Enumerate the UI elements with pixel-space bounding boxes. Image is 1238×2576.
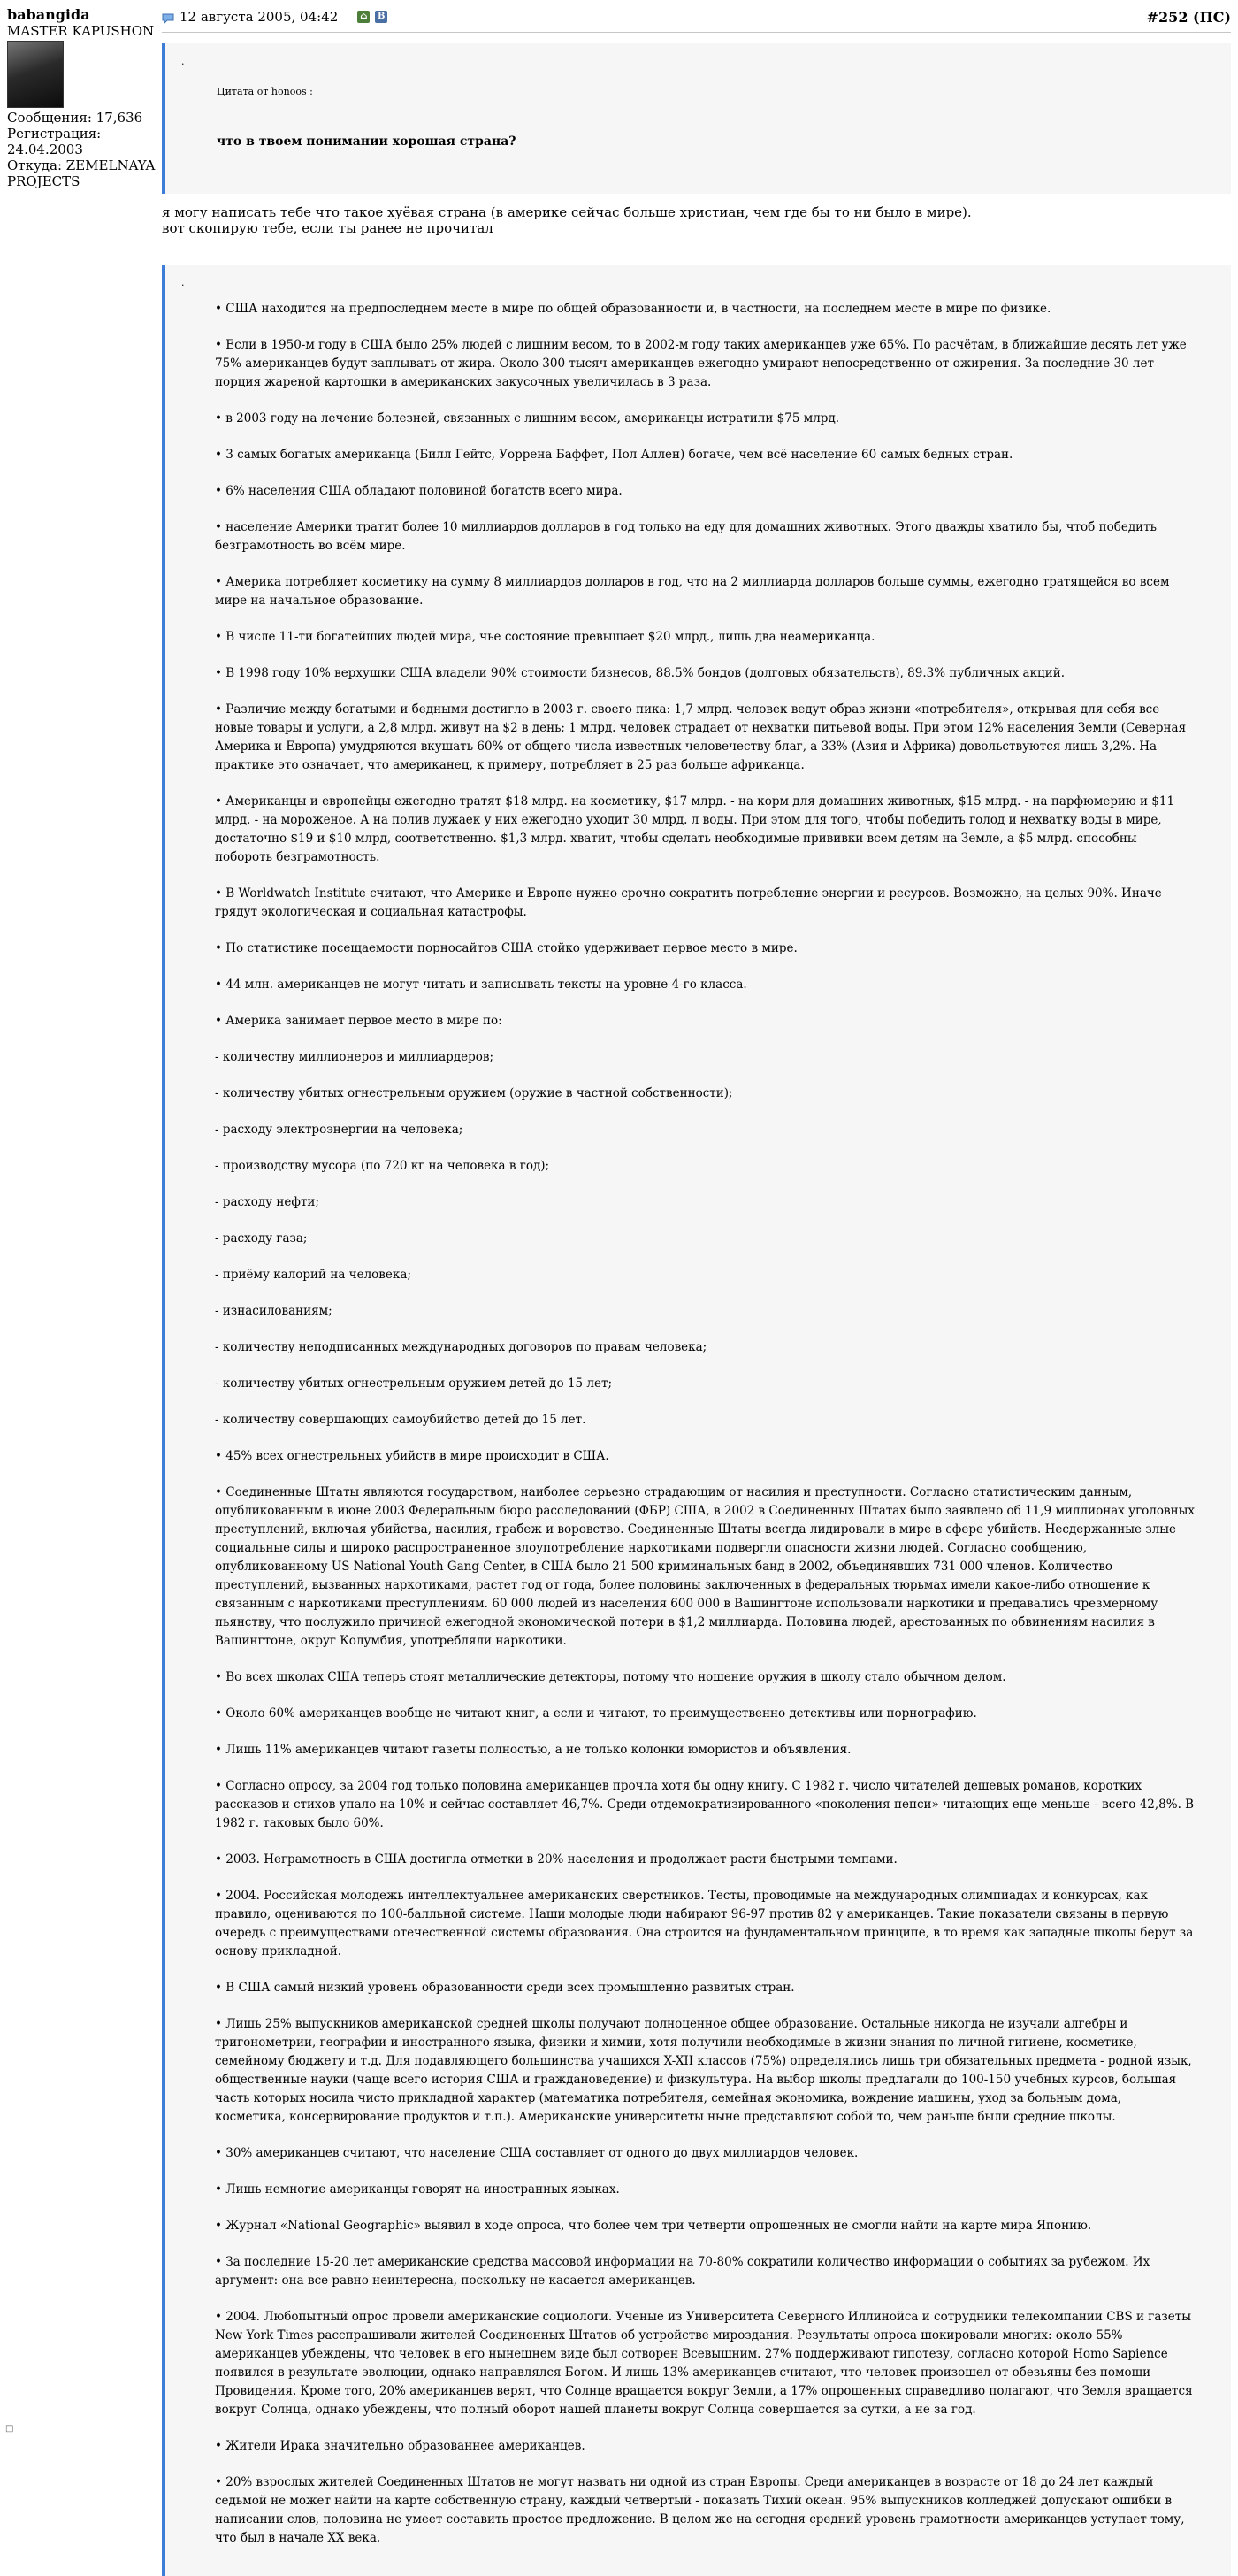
post bbox=[162, 0, 1231, 2576]
user-rank: MASTER KAPUSHON bbox=[7, 23, 155, 39]
list-item: • 30% американцев считают, что население США составляет от одного до двух миллиардов человек. bbox=[215, 2146, 859, 2160]
quote-label: Цитата от honoos : bbox=[217, 86, 313, 97]
list-item: • Согласно опросу, за 2004 год только половина американцев прочла хотя бы одну книгу. С 1982 г. число читателей дешевых романов, коротких рассказов и стихов упало на 10% и сейчас составляет 46,7%. Среди отдемократизированного «поколения пепси» читающих еще меньше - всего 42,8%. В 1982 г. таковых было 60%. bbox=[215, 1779, 1195, 1830]
post-header-icons bbox=[357, 11, 387, 23]
list-item: • Если в 1950-м году в США было 25% людей с лишним весом, то в 2002-м году таких американцев уже 65%. По расчётам, в ближайшие десять лет уже 75% американцев будут заплывать от жира. Около 300 тысяч американцев ежегодно умирают непосредственно от ожирения. За последние 30 лет порция жареной картошки в американских закусочных увеличилась в 3 раза. bbox=[215, 338, 1187, 389]
list-item: - количеству неподписанных международных договоров по правам человека; bbox=[215, 1340, 707, 1354]
user-posts-count: Сообщения: 17,636 bbox=[7, 110, 143, 126]
list-item: - количеству совершающих самоубийство детей до 15 лет. bbox=[215, 1413, 586, 1427]
quote-list bbox=[215, 300, 1196, 2548]
list-item: • Лишь 25% выпускников американской средней школы получают полноценное общее образование. Остальные никогда не изучали алгебры и тригонометрии, географии и иностранного языка, физики и химии, хотя получили необходимые в жизни знания по личной гигиене, косметике, семейному бюджету и т.д. Для подавляющего большинства учащихся X-XII классов (75%) определялись лишь три обязательных предмета - родной язык, общественные науки (чаще всего история США и граждановедение) и физкультура. На выбор школы предлагали до 100-150 учебных курсов, большая часть которых носила чисто прикладной характер (математика потребителя, семейная экономика, вождение машины, уход за больным дома, косметика, консервирование продуктов и т.п.). Американские университеты ныне представляют собой то, чем раньше были средние школы. bbox=[215, 2017, 1192, 2124]
list-item: • 45% всех огнестрельных убийств в мире происходит в США. bbox=[215, 1449, 609, 1463]
list-item: • Различие между богатыми и бедными достигло в 2003 г. своего пика: 1,7 млрд. человек ведут образ жизни «потребителя», открывая для себя все новые товары и услуги, а 2,8 млрд. живут на $2 в день; 1 млрд. человек страдает от нехватки питьевой воды. При этом 12% населения Земли (Северная Америка и Европа) умудряются вкушать 60% от общего числа известных человечеству благ, а 33% (Азия и Африка) довольствуются лишь 3,2%. На практике это означает, что американец, к примеру, потребляет в 25 раз больше африканца. bbox=[215, 702, 1187, 772]
reply-line: я могу написать тебе что такое хуёвая страна (в америке сейчас больше христиан, чем где бы то ни было в мире). bbox=[162, 204, 972, 220]
list-item: • Журнал «National Geographic» выявил в ходе опроса, что более чем три четверти опрошенных не смогли найти на карте мира Японию. bbox=[215, 2219, 1092, 2233]
list-item: • Лишь 11% американцев читают газеты полностью, а не только колонки юмористов и объявления. bbox=[215, 1743, 852, 1757]
reply-text bbox=[162, 204, 1231, 236]
list-item: - изнасилованиям; bbox=[215, 1304, 332, 1318]
list-item: • в 2003 году на лечение болезней, связанных с лишним весом, американцы истратили $75 млрд. bbox=[215, 411, 840, 426]
list-item: • Около 60% американцев вообще не читают книг, а если и читают, то преимущественно детективы или порнографию. bbox=[215, 1706, 977, 1721]
quote-text: что в твоем понимании хорошая страна? bbox=[217, 134, 516, 149]
list-item: - приёму калорий на человека; bbox=[215, 1268, 411, 1282]
list-item: - количеству убитых огнестрельным оружием (оружие в частной собственности); bbox=[215, 1086, 733, 1100]
list-item: • В Worldwatch Institute считают, что Америке и Европе нужно срочно сократить потребление энергии и ресурсов. Возможно, на целых 90%. Иначе грядут экологическая и социальная катастрофы. bbox=[215, 886, 1162, 919]
user-info bbox=[7, 7, 159, 189]
list-item: • 2004. Российская молодежь интеллектуальнее американских сверстников. Тесты, проводимые на международных олимпиадах и конкурсах, как правило, оцениваются по 100-балльной системе. Наши молодые люди набирают 96-97 против 82 у американцев. Такие показатели связаны в первую очередь с преимуществами отечественной системы образования. Она строится на фундаментальном принципе, в то время как западные школы берут за основу прикладной. bbox=[215, 1889, 1194, 1959]
reply-line: вот скопирую тебе, если ты ранее не прочитал bbox=[162, 220, 493, 236]
avatar[interactable] bbox=[7, 41, 64, 108]
list-item: • 3 самых богатых американца (Билл Гейтс, Уоррена Баффет, Пол Аллен) богаче, чем всё население 60 самых бедных стран. bbox=[215, 448, 1013, 462]
list-item: • Америка занимает первое место в мире по: bbox=[215, 1014, 502, 1028]
list-item: • В 1998 году 10% верхушки США владели 90% стоимости бизнесов, 88.5% бондов (долговых обязательств), 89.3% публичных акций. bbox=[215, 666, 1065, 680]
list-item: • Жители Ирака значительно образованнее американцев. bbox=[215, 2439, 585, 2453]
post-header bbox=[162, 0, 1231, 33]
list-item: • В США самый низкий уровень образованности среди всех промышленно развитых стран. bbox=[215, 1981, 795, 1995]
list-item: • В числе 11-ти богатейших людей мира, чье состояние превышает $20 млрд., лишь два неамериканца. bbox=[215, 630, 875, 644]
list-item: • 6% населения США обладают половиной богатств всего мира. bbox=[215, 484, 623, 498]
list-item: - расходу электроэнергии на человека; bbox=[215, 1123, 463, 1137]
post-datetime: 12 августа 2005, 04:42 bbox=[180, 9, 339, 25]
quote-dot: . bbox=[181, 56, 185, 67]
chat-icon bbox=[162, 12, 174, 22]
user-location: Откуда: ZEMELNAYA PROJECTS bbox=[7, 157, 156, 189]
username[interactable]: babangida bbox=[7, 6, 90, 23]
user-registration: Регистрация: 24.04.2003 bbox=[7, 126, 102, 157]
footer-mark: □ bbox=[5, 2424, 14, 2434]
list-item: - производству мусора (по 720 кг на человека в год); bbox=[215, 1159, 550, 1173]
list-item: - расходу газа; bbox=[215, 1231, 308, 1246]
list-item: • По статистике посещаемости порносайтов США стойко удерживает первое место в мире. bbox=[215, 941, 798, 955]
list-item: • Во всех школах США теперь стоят металлические детекторы, потому что ношение оружия в школу стало обычном делом. bbox=[215, 1670, 1006, 1684]
quote-dot: . bbox=[181, 277, 185, 288]
post-date-row bbox=[162, 9, 387, 25]
list-item: • 20% взрослых жителей Соединенных Штатов не могут назвать ни одной из стран Европы. Среди американцев в возрасте от 18 до 24 лет каждый седьмой не может найти на карте собственную страну, каждый четвертый - показать Тихий океан. 95% выпускников колледжей допускают ошибки в написании слов, половина не умеет составить простое предложение. В целом же на сегодня средний уровень грамотности американцев уступает тому, что был в начале XX века. bbox=[215, 2475, 1185, 2545]
list-item: • США находится на предпоследнем месте в мире по общей образованности и, в частности, на последнем месте в мире по физике. bbox=[215, 302, 1051, 316]
list-item: - расходу нефти; bbox=[215, 1195, 319, 1209]
list-item: • Соединенные Штаты являются государством, наиболее серьезно страдающим от насилия и преступности. Согласно статистическим данным, опубликованным в июне 2003 Федеральным бюро расследований (ФБР) США, в 2002 в Соединенных Штатах было заявлено об 11,9 миллионах уголовных преступлений, включая убийства, насилия, грабеж и воровство. Соединенные Штаты всегда лидировали в мире в сфере убийств. Несдержанные злые социальные силы и широко распространенное злоупотребление наркотиками подвергли опасности жизни людей. Согласно сообщению, опубликованному US National Youth Gang Center, в США было 21 500 криминальных банд в 2002, объединявших 731 000 членов. Количество преступлений, вызванных наркотиками, растет год от года, более половины заключенных в федеральных тюрьмах имели какое-либо отношение к связанным с наркотиками преступлениям. 60 000 людей из населения 600 000 в Вашингтоне использовали наркотики и предавались чрезмерному пьянству, что послужило причиной ежегодной экономической потери в $1,2 миллиарда. Половина людей, арестованных по обвинениям насилия в Вашингтоне, округ Колумбия, употребляли наркотики. bbox=[215, 1485, 1195, 1648]
long-quote-block bbox=[162, 264, 1231, 2576]
list-item: • население Америки тратит более 10 миллиардов долларов в год только на еду для домашних животных. Этого дважды хватило бы, чтоб победить безграмотность во всём мире. bbox=[215, 520, 1157, 553]
post-number[interactable]: #252 (ПС) bbox=[1146, 9, 1231, 26]
quote-block bbox=[162, 43, 1231, 194]
list-item: - количеству миллионеров и миллиардеров; bbox=[215, 1050, 494, 1064]
list-item: • 44 млн. американцев не могут читать и записывать тексты на уровне 4-го класса. bbox=[215, 978, 747, 992]
home-icon[interactable]: ⌂ bbox=[357, 11, 370, 23]
vk-icon[interactable]: B bbox=[375, 11, 387, 23]
list-item: • 2004. Любопытный опрос провели американские социологи. Ученые из Университета Северного Иллинойса и сотрудники телекомпании CBS и газеты New York Times расспрашивали жителей Соединенных Штатов об устройстве мироздания. Результаты опроса шокировали многих: около 55% американцев убеждены, что человек в его нынешнем виде был сотворен Всевышним. 27% поддерживают гипотезу, согласно которой Homo Sapience появился в результате эволюции, однако направлялся Богом. И лишь 13% американцев считают, что человек произошел от обезьяны без помощи Провидения. Кроме того, 20% американцев верят, что Солнце вращается вокруг Земли, а 17% опрошенных справедливо полагают, что Земля вращается вокруг Солнца, однако убеждены, что полный оборот нашей планеты вокруг Солнца совершается за сутки, а не за год. bbox=[215, 2310, 1193, 2417]
list-item: • Америка потребляет косметику на сумму 8 миллиардов долларов в год, что на 2 миллиарда долларов больше суммы, ежегодно тратящейся во всем мире на начальное образование. bbox=[215, 575, 1170, 608]
list-item: • Лишь немногие американцы говорят на иностранных языках. bbox=[215, 2182, 620, 2196]
list-item: • Американцы и европейцы ежегодно тратят $18 млрд. на косметику, $17 млрд. - на корм для домашних животных, $15 млрд. - на парфюмерию и $11 млрд. - на мороженое. А на полив лужаек у них ежегодно уходит 30 млрд. л воды. При этом для того, чтобы победить голод и нехватку воды в мире, достаточно $19 и $10 млрд, соответственно. $1,3 млрд. хватит, чтобы сделать необходимые прививки всем детям на Земле, а $5 млрд. способны побороть безграмотность. bbox=[215, 794, 1175, 864]
list-item: • За последние 15-20 лет американские средства массовой информации на 70-80% сократили количество информации о событиях за рубежом. Их аргумент: она все равно неинтересна, поскольку не касается американцев. bbox=[215, 2255, 1150, 2288]
list-item: - количеству убитых огнестрельным оружием детей до 15 лет; bbox=[215, 1376, 613, 1391]
list-item: • 2003. Неграмотность в США достигла отметки в 20% населения и продолжает расти быстрыми темпами. bbox=[215, 1852, 898, 1867]
